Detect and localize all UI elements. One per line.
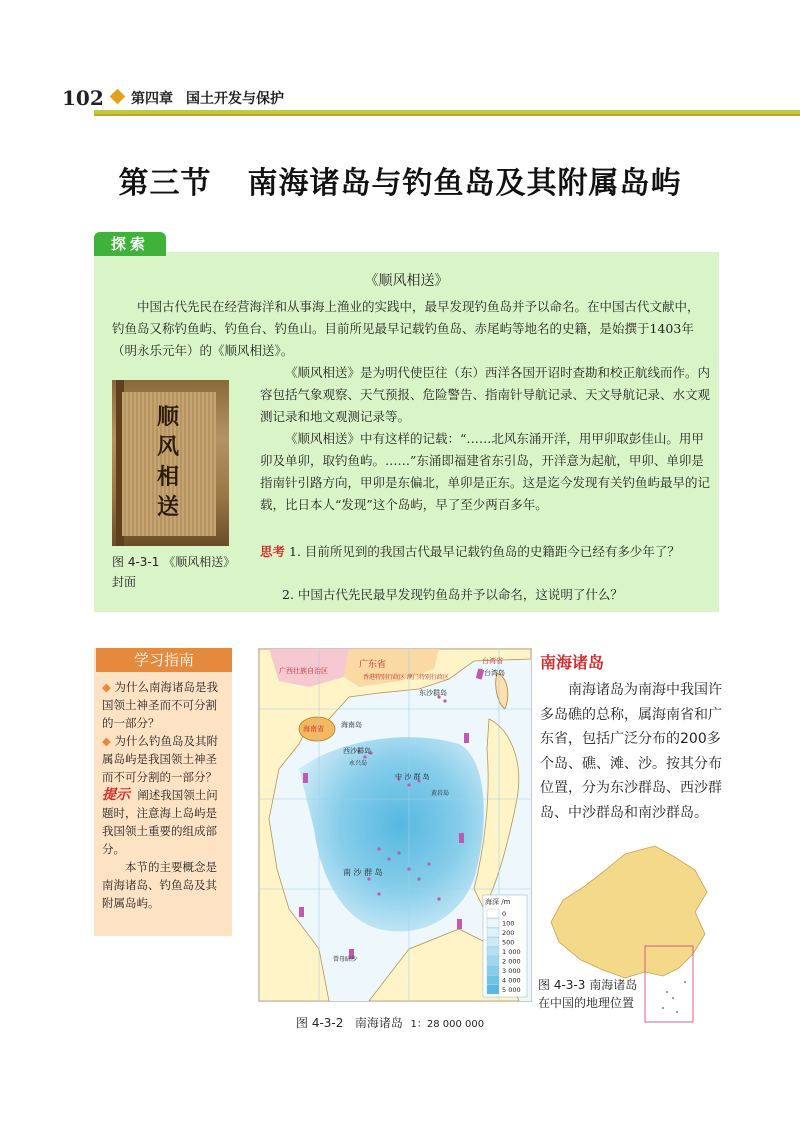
legend-swatch bbox=[487, 947, 499, 956]
china-map-caption: 图 4-3-3 南海诸岛在中国的地理位置 bbox=[538, 978, 638, 1010]
nanhai-title: 南海诸岛 bbox=[540, 653, 605, 672]
depth-legend bbox=[483, 895, 527, 997]
guangdong-label: 广东省 bbox=[359, 660, 387, 670]
hk-macau-label: 香港特别行政区 澳门特别行政区 bbox=[363, 674, 449, 681]
map-caption-title: 南海诸岛 bbox=[354, 1016, 403, 1030]
think-question-2: 2. 中国古代先民最早发现钓鱼岛并予以命名，这说明了什么？ bbox=[282, 587, 623, 602]
map-svg bbox=[259, 649, 531, 1001]
nanhai-text: 南海诸岛为南海中我国许多岛礁的总称，属海南省和广东省，包括广泛分布的200多个岛、礁、滩、沙。按其分布位置，分为东沙群岛、西沙群岛、中沙群岛和南沙群岛。 bbox=[540, 682, 722, 821]
legend-swatch bbox=[487, 938, 499, 947]
legend-value: 3 000 bbox=[502, 967, 521, 975]
section-number: 第三节 bbox=[118, 166, 212, 201]
guangxi-label: 广西壮族自治区 bbox=[279, 667, 328, 675]
learning-guide-text bbox=[102, 678, 228, 912]
legend-swatch bbox=[487, 928, 499, 937]
taiwan-island-label: 台湾岛 bbox=[484, 669, 505, 677]
chapter-title: 国土开发与保护 bbox=[186, 91, 284, 107]
hainan-province-label: 海南省 bbox=[303, 725, 324, 733]
book-figure-caption: 图 4-3-1 《顺风相送》封面 bbox=[112, 555, 230, 589]
map-caption bbox=[296, 1014, 536, 1031]
xisha-label: 西沙群岛 bbox=[343, 747, 371, 755]
legend-value: 0 bbox=[502, 910, 507, 918]
page-header bbox=[0, 78, 800, 118]
think-label: 思考 bbox=[260, 544, 286, 559]
legend-swatch bbox=[487, 985, 499, 994]
taiwan-province-label: 台湾省 bbox=[482, 657, 503, 665]
diamond-bullet-icon: ◆ bbox=[102, 734, 115, 748]
guide-hint: 提示 阐述我国领土问题时，注意海上岛屿是我国领土重要的组成部分。 bbox=[102, 787, 218, 856]
diamond-bullet-icon bbox=[110, 89, 126, 105]
hint-label: 提示 bbox=[102, 787, 130, 803]
explore-paragraph-2: 《顺风相送》是为明代使臣往（东）西洋各国开诏时查勘和校正航线而作。内容包括气象观察、天气预报、危险警告、指南针导航记录、天文导航记录、水文观测记录和地文观测记录等。 bbox=[260, 365, 711, 424]
legend-swatch bbox=[487, 919, 499, 928]
legend-value: 500 bbox=[502, 938, 515, 947]
hainan-island-label: 海南岛 bbox=[341, 721, 362, 729]
yongxing-label: 永兴岛 bbox=[349, 760, 368, 767]
think-question-1-text: 1. 目前所见到的我国古代最早记载钓鱼岛的史籍距今已经有多少年了？ bbox=[289, 544, 680, 559]
zengmu-label: 曾母暗沙 bbox=[333, 956, 358, 963]
section-heading: 南海诸岛与钓鱼岛及其附属岛屿 bbox=[247, 166, 682, 201]
book-cover-title: 顺风相送 bbox=[156, 404, 179, 520]
diamond-bullet-icon: ◆ bbox=[102, 680, 115, 694]
legend-title: 海深 /m bbox=[485, 898, 511, 906]
dongsha-label: 东沙群岛 bbox=[419, 689, 447, 697]
nansha-label: 南 沙 群 岛 bbox=[343, 868, 383, 877]
legend-value: 2 000 bbox=[502, 957, 521, 966]
huangyan-label: 黄岩岛 bbox=[431, 790, 450, 797]
map-caption-scale: 1：28 000 000 bbox=[410, 1019, 485, 1030]
legend-swatch bbox=[487, 909, 499, 918]
legend-value: 4 000 bbox=[502, 976, 521, 985]
legend-value: 200 bbox=[502, 929, 515, 937]
china-land bbox=[551, 846, 707, 978]
book-cover-image bbox=[112, 380, 229, 546]
learning-guide-title: 学习指南 bbox=[96, 648, 232, 672]
explore-tag: 探索 bbox=[94, 232, 166, 256]
map-caption-prefix: 图 4-3-2 bbox=[296, 1016, 344, 1030]
explore-paragraph-1: 中国古代先民在经营海洋和从事海上渔业的实践中，最早发现钓鱼岛并予以命名。在中国古代文献中，钓鱼岛又称钓鱼屿、钓鱼台、钓鱼山。目前所见最早记载钓鱼岛、赤尾屿等地名的史籍，是始撰于1403年（明永乐元年）的《顺风相送》。 bbox=[112, 299, 700, 358]
zhongsha-label: 中 沙 群 岛 bbox=[395, 773, 430, 781]
guide-item-2: ◆ 为什么钓鱼岛及其附属岛屿是我国领土神圣而不可分割的一部分？ bbox=[102, 734, 218, 784]
guide-item-1: ◆ 为什么南海诸岛是我国领土神圣而不可分割的一部分？ bbox=[102, 680, 218, 730]
guide-concepts: 本节的主要概念是南海诸岛、钓鱼岛及其附属岛屿。 bbox=[102, 860, 217, 910]
legend-value: 1 000 bbox=[502, 948, 521, 956]
header-rule-secondary bbox=[94, 114, 800, 116]
legend-swatch bbox=[487, 957, 499, 966]
page-number: 102 bbox=[62, 86, 104, 110]
explore-heading: 《顺风相送》 bbox=[364, 273, 449, 289]
section-title bbox=[0, 158, 800, 202]
inset-island-dots bbox=[662, 981, 686, 1013]
south-china-sea-map bbox=[258, 648, 532, 1002]
legend-swatch bbox=[487, 966, 499, 975]
legend-swatch bbox=[487, 976, 499, 985]
think-question-1 bbox=[260, 541, 710, 563]
chapter-label: 第四章 bbox=[131, 91, 173, 107]
legend-value: 5 000 bbox=[502, 986, 521, 994]
legend-value: 100 bbox=[502, 919, 515, 928]
explore-paragraph-3: 《顺风相送》中有这样的记载：“……北风东涌开洋，用甲卯取彭佳山。用甲卯及单卯，取钓鱼屿。……”东涌即福建省东引岛，开洋意为起航，甲卯、单卯是指南针引路方向，甲卯是东偏北，单卯是正东。这是迄今发现有关钓鱼屿最早的记载，比日本人“发现”这个岛屿，早了至少两百多年。 bbox=[260, 431, 711, 512]
